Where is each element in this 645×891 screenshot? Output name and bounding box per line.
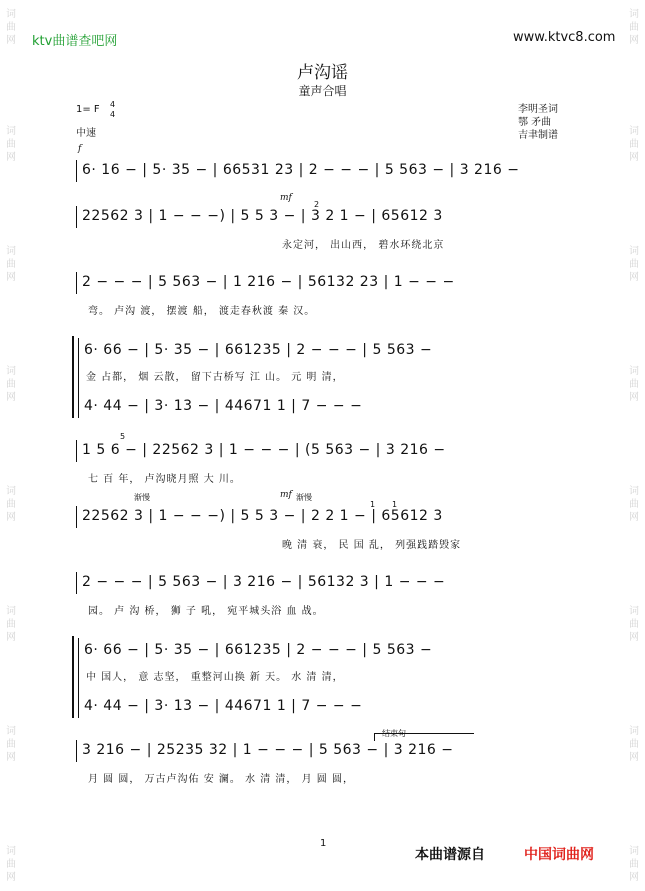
watermark-right: 词 曲 网	[629, 366, 639, 403]
lyricist-credit: 李明圣词	[518, 104, 558, 115]
watermark-left: 词 曲 网	[6, 486, 16, 523]
watermark-left: 词 曲 网	[6, 726, 16, 763]
lyrics-row-2: 永定河， 出山西， 碧水环绕北京	[282, 240, 445, 251]
notation-row-6: 1 5 6 − | 22562 3 | 1 − − − | (5 563 − | 3 216 −	[82, 442, 446, 458]
watermark-right: 词 曲 网	[629, 606, 639, 643]
composer-credit: 鄂 矛曲	[518, 117, 552, 128]
watermark-left: 词 曲 网	[6, 606, 16, 643]
arranger-credit: 吉聿制谱	[518, 130, 558, 141]
notation-row-5: 4· 44 − | 3· 13 − | 44671 1 | 7 − − −	[84, 398, 363, 414]
tempo-ritardando-1: 渐慢	[134, 493, 150, 502]
staff-start-bar	[78, 638, 79, 718]
notation-row-8: 2 − − − | 5 563 − | 3 216 − | 56132 3 | 1 − − −	[82, 574, 446, 590]
notation-row-4: 6· 66 − | 5· 35 − | 661235 | 2 − − − | 5 563 −	[84, 342, 433, 358]
watermark-right: 词 曲 网	[629, 846, 639, 883]
staff-start-bar	[76, 160, 77, 182]
notation-row-10: 4· 44 − | 3· 13 − | 44671 1 | 7 − − −	[84, 698, 363, 714]
watermark-left: 词 曲 网	[6, 366, 16, 403]
watermark-left: 词 曲 网	[6, 9, 16, 46]
watermark-left: 词 曲 网	[6, 126, 16, 163]
grace-note-5: 5	[120, 432, 126, 441]
staff-start-bar	[78, 338, 79, 418]
ending-phrase-hook	[374, 733, 375, 741]
watermark-right: 词 曲 网	[629, 486, 639, 523]
staff-start-bar	[76, 206, 77, 228]
staff-start-bar	[76, 572, 77, 594]
grace-note-1a: 1	[370, 500, 376, 509]
staff-start-bar	[76, 740, 77, 762]
watermark-right: 词 曲 网	[629, 726, 639, 763]
time-signature-top: 4	[110, 100, 116, 109]
song-subtitle: 童声合唱	[298, 84, 347, 98]
notation-row-7: 22562 3 | 1 − − −) | 5 5 3 − | 2 2 1 − | 65612 3	[82, 508, 443, 524]
watermark-right: 词 曲 网	[629, 126, 639, 163]
notation-row-9: 6· 66 − | 5· 35 − | 661235 | 2 − − − | 5 563 −	[84, 642, 433, 658]
source-label: 本曲谱源自	[415, 847, 485, 863]
lyrics-row-8: 园。 卢 沟 桥， 狮 子 吼， 宛平城头浴 血 战。	[88, 606, 324, 617]
watermark-left: 词 曲 网	[6, 846, 16, 883]
source-site-link[interactable]: 中国词曲网	[524, 847, 594, 863]
notation-row-11: 3 216 − | 25235 32 | 1 − − − | 5 563 − | 3 216 −	[82, 742, 454, 758]
tempo-marking: 中速	[76, 128, 96, 139]
song-title: 卢沟谣	[297, 63, 348, 83]
lyrics-row-7: 晚 清 衰， 民 国 乱， 列强践踏毁家	[282, 540, 462, 551]
site-name-left[interactable]: ktv曲谱查吧网	[32, 34, 118, 49]
grace-note-1b: 1	[392, 500, 398, 509]
ending-phrase-line	[374, 733, 474, 734]
lyrics-row-3: 弯。 卢沟 渡， 摆渡 船， 渡走春秋渡 秦 汉。	[88, 306, 316, 317]
site-url-right[interactable]: www.ktvc8.com	[513, 30, 616, 45]
time-signature-bottom: 4	[110, 110, 116, 119]
tempo-ritardando-2: 渐慢	[296, 493, 312, 502]
lyrics-row-11: 月 圆 圆， 万古卢沟佑 安 澜。 水 清 清， 月 圆 圆，	[88, 774, 354, 785]
lyrics-row-6: 七 百 年， 卢沟晓月照 大 川。	[88, 474, 241, 485]
notation-row-3: 2 − − − | 5 563 − | 1 216 − | 56132 23 | 1 − − −	[82, 274, 455, 290]
system-bracket	[72, 636, 74, 718]
staff-start-bar	[76, 506, 77, 528]
notation-row-2: 22562 3 | 1 − − −) | 5 5 3 − | 3 2 1 − | 65612 3	[82, 208, 443, 224]
notation-row-1: 6· 16 − | 5· 35 − | 66531 23 | 2 − − − | 5 563 − | 3 216 −	[82, 162, 520, 178]
lyrics-row-4: 金 占都， 烟 云散， 留下古桥写 江 山。 元 明 清，	[86, 372, 344, 383]
dynamic-mf: mf	[280, 490, 292, 500]
staff-start-bar	[76, 440, 77, 462]
watermark-left: 词 曲 网	[6, 246, 16, 283]
key-signature: 1= F	[76, 104, 100, 115]
grace-note-2: 2	[314, 200, 320, 209]
staff-start-bar	[76, 272, 77, 294]
watermark-right: 词 曲 网	[629, 9, 639, 46]
system-bracket	[72, 336, 74, 418]
dynamic-marking: f	[78, 144, 82, 154]
watermark-right: 词 曲 网	[629, 246, 639, 283]
dynamic-mf: mf	[280, 193, 292, 203]
lyrics-row-9: 中 国人， 意 志坚， 重整河山换 新 天。 水 清 清，	[86, 672, 344, 683]
page-number: 1	[320, 838, 327, 849]
